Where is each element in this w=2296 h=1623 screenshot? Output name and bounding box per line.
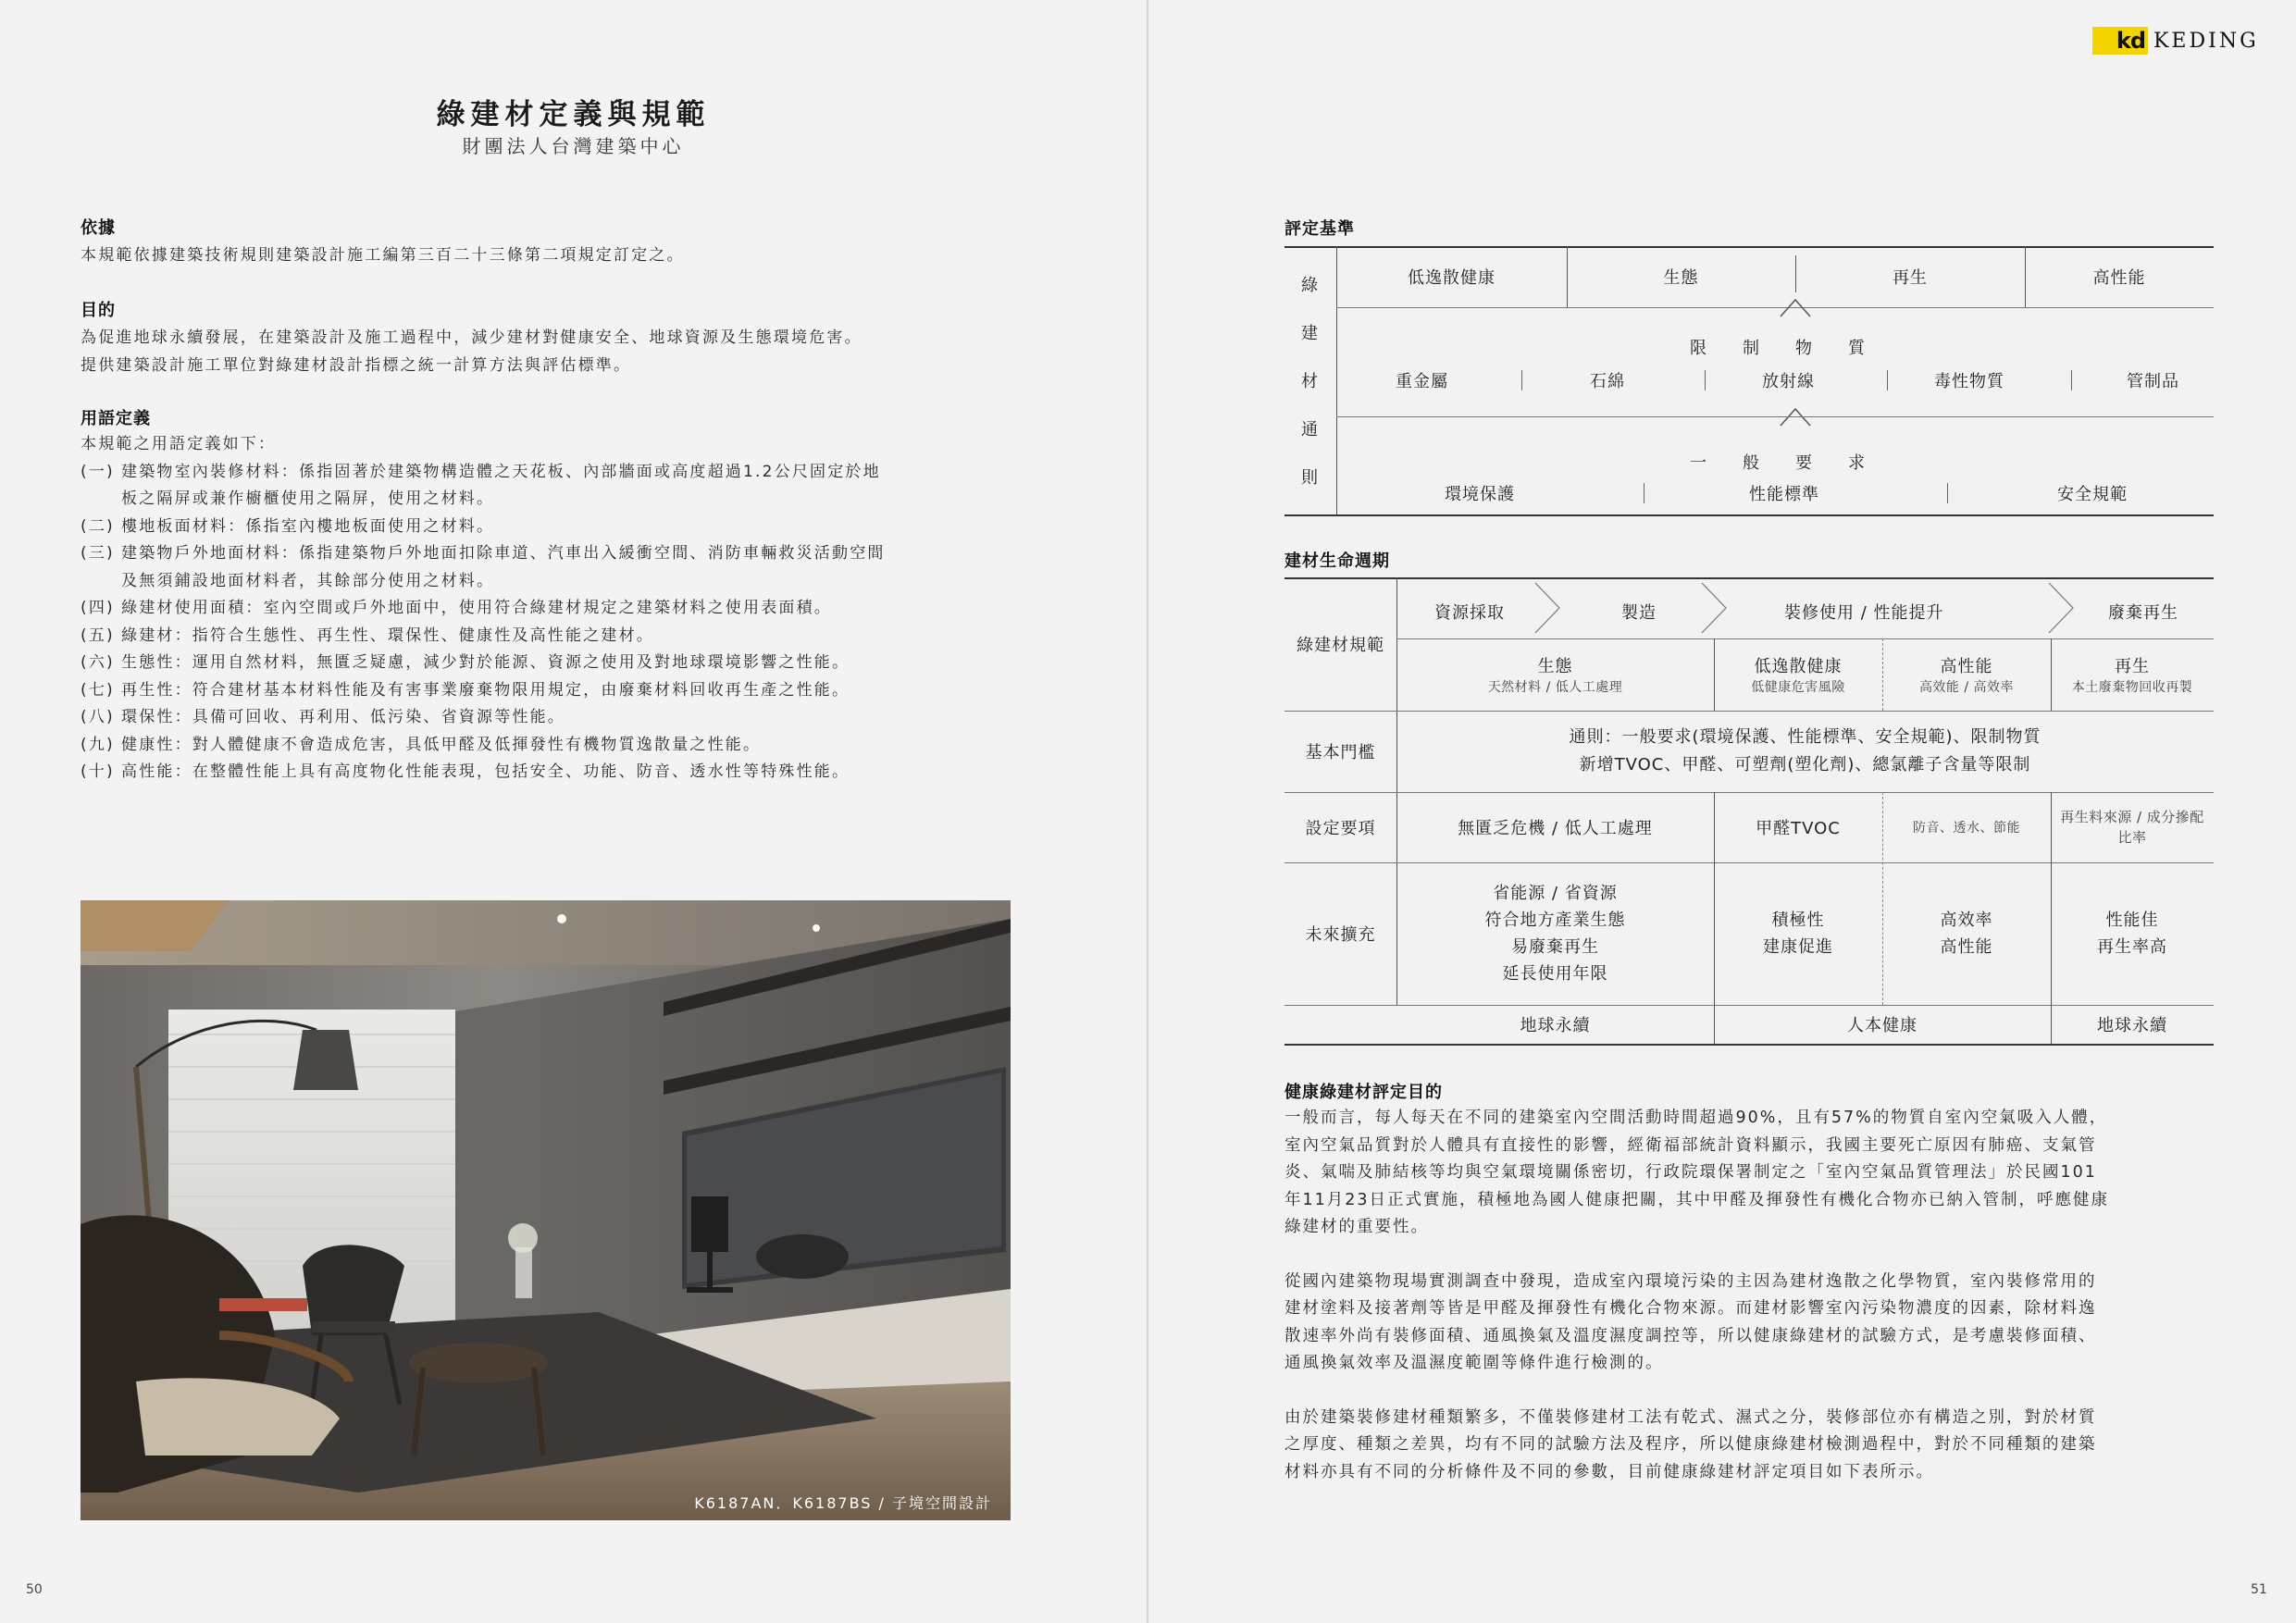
definition-item [81, 704, 886, 732]
spec-main: 低逸散健康 [1754, 657, 1843, 676]
spec-sub: 本土廢棄物回收再製 [2071, 680, 2193, 695]
criteria-heading: 評定基準 [1285, 219, 1355, 239]
threshold-line: 新增TVOC、甲醛、可塑劑(塑化劑)、總氯離子含量等限制 [1579, 755, 2031, 774]
brand-mark-text: kd [2116, 28, 2145, 54]
spec-cell [1882, 638, 2051, 711]
definition-item [81, 623, 886, 650]
restricted-item: 重金屬 [1396, 372, 1448, 391]
lifecycle-stage: 資源採取 [1434, 603, 1505, 623]
spec-main: 生態 [1537, 657, 1573, 676]
definition-number: (六) [81, 653, 115, 672]
living-room-illustration [81, 900, 1011, 1520]
paragraph-line: 通風換氣效率及溫濕度範圍等條件進行檢測的。 [1285, 1354, 1664, 1372]
criteria-top-item: 再生 [1893, 268, 1928, 288]
spec-sub: 天然材料 / 低人工處理 [1487, 680, 1623, 695]
lifecycle-stage: 廢棄再生 [2108, 603, 2178, 623]
spec-main: 再生 [2115, 657, 2150, 676]
definition-line: 高性能：在整體性能上具有高度物化性能表現，包括安全、功能、防音、透水性等特殊性能。 [121, 762, 850, 781]
spec-cell [1714, 638, 1882, 711]
lifecycle-table [1285, 577, 2214, 1046]
terms-intro: 本規範之用語定義如下： [81, 435, 277, 453]
terms-section [81, 405, 886, 787]
paragraph-line: 綠建材的重要性。 [1285, 1218, 1429, 1236]
general-label: 一 般 要 求 [1690, 453, 1866, 473]
future-cell [1396, 862, 1714, 1005]
page-subtitle: 財團法人台灣建築中心 [462, 135, 685, 157]
general-item: 安全規範 [2057, 485, 2128, 504]
arrow-up-icon [1777, 292, 1814, 320]
definition-line: 環保性：具備可回收、再利用、低污染、省資源等性能。 [121, 708, 565, 726]
spec-cell [2051, 638, 2214, 711]
future-line: 符合地方產業生態 [1484, 911, 1626, 930]
paragraph-line: 一般而言，每人每天在不同的建築室內空間活動時間超過90%，且有57%的物質自室內空氣吸入人體， [1285, 1109, 2108, 1127]
definition-line: 及無須鋪設地面材料者，其餘部分使用之材料。 [121, 571, 495, 590]
health-paragraph [1285, 1105, 2219, 1242]
future-line: 高效率 [1940, 911, 1993, 930]
definition-item [81, 595, 886, 623]
side-label-char: 材 [1301, 372, 1319, 391]
definition-number: (十) [81, 762, 115, 781]
definition-item [81, 732, 886, 760]
purpose-section [81, 297, 863, 379]
purpose-line: 為促進地球永續發展，在建築設計及施工過程中，減少建材對健康安全、地球資源及生態環境危害。 [81, 328, 863, 347]
restricted-item: 毒性物質 [1934, 372, 2004, 391]
threshold-line: 通則：一般要求(環境保護、性能標準、安全規範)、限制物質 [1569, 727, 2042, 747]
spec-sub: 低健康危害風險 [1751, 680, 1845, 695]
definition-number: (五) [81, 626, 115, 645]
future-line: 積極性 [1771, 911, 1825, 930]
future-cell [1882, 862, 2051, 1005]
restricted-item: 管制品 [2127, 372, 2179, 391]
definition-item [81, 759, 886, 787]
left-page [0, 0, 1147, 1623]
paragraph-line: 由於建築裝修建材種類繁多，不僅裝修建材工法有乾式、濕式之分，裝修部位亦有構造之別，對於材質 [1285, 1407, 2097, 1427]
lifecycle-heading: 建材生命週期 [1285, 551, 1390, 571]
row-label: 綠建材規範 [1297, 636, 1384, 655]
paragraph-line: 之厚度、種類之差異，均有不同的試驗方法及程序，所以健康綠建材檢測過程中，對於不同種類的建築 [1285, 1435, 2097, 1454]
row-label: 設定要項 [1305, 819, 1376, 838]
general-item: 環境保護 [1445, 485, 1515, 504]
paragraph-line: 建材塗料及接著劑等皆是甲醛及揮發性有機化合物來源。而建材影響室內污染物濃度的因素，除材料逸 [1285, 1299, 2097, 1318]
definition-number: (二) [81, 516, 115, 536]
setting-cell: 無匱乏危機 / 低人工處理 [1458, 819, 1653, 838]
definition-number: (九) [81, 735, 115, 754]
purpose-line: 提供建築設計施工單位對綠建材設計指標之統一計算方法與評估標準。 [81, 355, 632, 375]
health-section [1285, 1079, 2219, 1486]
criteria-top-item: 低逸散健康 [1408, 268, 1496, 288]
paragraph-line: 材料亦具有不同的分析條件及不同的參數，目前健康綠建材評定項目如下表所示。 [1285, 1462, 1934, 1481]
setting-cell: 防音、透水、節能 [1913, 821, 2020, 836]
terms-heading: 用語定義 [81, 409, 151, 428]
future-line: 再生率高 [2097, 937, 2167, 957]
row-label: 未來擴充 [1305, 925, 1376, 945]
definition-line: 健康性：對人體健康不會造成危害，具低甲醛及低揮發性有機物質逸散量之性能。 [121, 735, 762, 754]
side-label-char: 則 [1301, 468, 1319, 488]
purpose-heading: 目的 [81, 301, 116, 320]
arrow-up-icon [1777, 402, 1814, 429]
restricted-item: 放射線 [1762, 372, 1815, 391]
page-spine [1147, 0, 1148, 1623]
health-paragraph [1285, 1405, 2219, 1487]
interior-photo [81, 900, 1011, 1520]
future-line: 高性能 [1940, 937, 1993, 957]
threshold-cell [1396, 711, 2214, 792]
page-title: 綠建材定義與規範 [436, 98, 711, 131]
definition-line: 綠建材：指符合生態性、再生性、環保性、健康性及高性能之建材。 [121, 626, 654, 645]
photo-caption: K6187AN．K6187BS / 子境空間設計 [694, 1494, 992, 1512]
future-line: 易廢棄再生 [1511, 937, 1599, 957]
definition-number: (八) [81, 708, 115, 726]
future-line: 建康促進 [1763, 937, 1833, 957]
spec-cell [1396, 638, 1714, 711]
future-cell [2051, 862, 2214, 1005]
brand-logo [2092, 27, 2259, 55]
definition-line: 生態性：運用自然材料，無匱乏疑慮，減少對於能源、資源之使用及對地球環境影響之性能。 [121, 653, 850, 672]
definition-line: 再生性：符合建材基本材料性能及有害事業廢棄物限用規定，由廢棄材料回收再生產之性能。 [121, 680, 850, 700]
side-label-char: 建 [1301, 324, 1319, 343]
setting-cell: 甲醛TVOC [1756, 819, 1841, 838]
definition-line: 樓地板面材料：係指室內樓地板面使用之材料。 [121, 516, 495, 536]
definition-item [81, 540, 886, 595]
definition-item [81, 677, 886, 705]
definition-line: 板之隔屏或兼作櫥櫃使用之隔屏，使用之材料。 [121, 489, 495, 508]
side-label-char: 綠 [1301, 276, 1319, 295]
criteria-top-item: 生態 [1663, 268, 1699, 288]
future-line: 省能源 / 省資源 [1493, 884, 1618, 903]
footer-cell: 地球永續 [1520, 1016, 1591, 1035]
kd-logo-mark [2092, 27, 2148, 55]
paragraph-line: 散速率外尚有裝修面積、通風換氣及溫度濕度調控等，所以健康綠建材的試驗方式，是考慮裝修面積、 [1285, 1326, 2097, 1345]
footer-cell: 人本健康 [1847, 1016, 1917, 1035]
restricted-item: 石綿 [1590, 372, 1625, 391]
definition-line: 綠建材使用面積：室內空間或戶外地面中，使用符合綠建材規定之建築材料之使用表面積。 [121, 599, 832, 617]
basis-section [81, 215, 685, 270]
paragraph-line: 從國內建築物現場實測調查中發現，造成室內環境污染的主因為建材逸散之化學物質，室內裝修常用的 [1285, 1271, 2097, 1291]
definition-number: (三) [81, 544, 115, 563]
health-paragraph [1285, 1269, 2219, 1378]
definition-line: 建築物戶外地面材料：係指建築物戶外地面扣除車道、汽車出入緩衝空間、消防車輛救災活動空間 [121, 544, 886, 563]
future-line: 性能佳 [2105, 911, 2159, 930]
criteria-table [1285, 246, 2214, 516]
restricted-label: 限 制 物 質 [1690, 339, 1866, 358]
paragraph-line: 室內空氣品質對於人體具有直接性的影響，經衛福部統計資料顯示，我國主要死亡原因有肺癌、支氣管 [1285, 1135, 2097, 1155]
general-item: 性能標準 [1749, 485, 1819, 504]
lifecycle-stage: 製造 [1621, 603, 1657, 623]
row-label: 基本門檻 [1305, 743, 1376, 762]
criteria-top-item: 高性能 [2092, 268, 2146, 288]
spec-sub: 高效能 / 高效率 [1918, 680, 2015, 695]
spec-main: 高性能 [1940, 657, 1993, 676]
definition-item [81, 650, 886, 677]
basis-text: 本規範依據建築技術規則建築設計施工編第三百二十三條第二項規定訂定之。 [81, 246, 685, 265]
future-cell [1714, 862, 1882, 1005]
basis-heading: 依據 [81, 218, 116, 238]
definition-number: (四) [81, 599, 115, 617]
definition-item [81, 459, 886, 514]
definition-number: (七) [81, 680, 115, 700]
brand-name: KEDING [2153, 29, 2259, 53]
definition-line: 建築物室內裝修材料：係指固著於建築物構造體之天花板、內部牆面或高度超過1.2公尺固定於地 [121, 462, 881, 481]
definition-item [81, 514, 886, 541]
setting-cell: 再生料來源 / 成分摻配比率 [2060, 809, 2204, 846]
lifecycle-stage: 裝修使用 / 性能提升 [1784, 603, 1944, 623]
paragraph-line: 炎、氣喘及肺結核等均與空氣環境關係密切，行政院環保署制定之「室內空氣品質管理法」於民國101 [1285, 1163, 2097, 1182]
page-number: 51 [2251, 1582, 2267, 1597]
page-number: 50 [26, 1582, 43, 1597]
future-line: 延長使用年限 [1502, 964, 1608, 984]
footer-cell: 地球永續 [2097, 1016, 2167, 1035]
side-label-char: 通 [1301, 420, 1319, 440]
definition-number: (一) [81, 462, 115, 481]
paragraph-line: 年11月23日正式實施，積極地為國人健康把關，其中甲醛及揮發性有機化合物亦已納入管制，呼應健康 [1285, 1190, 2110, 1209]
health-heading: 健康綠建材評定目的 [1285, 1083, 1443, 1102]
